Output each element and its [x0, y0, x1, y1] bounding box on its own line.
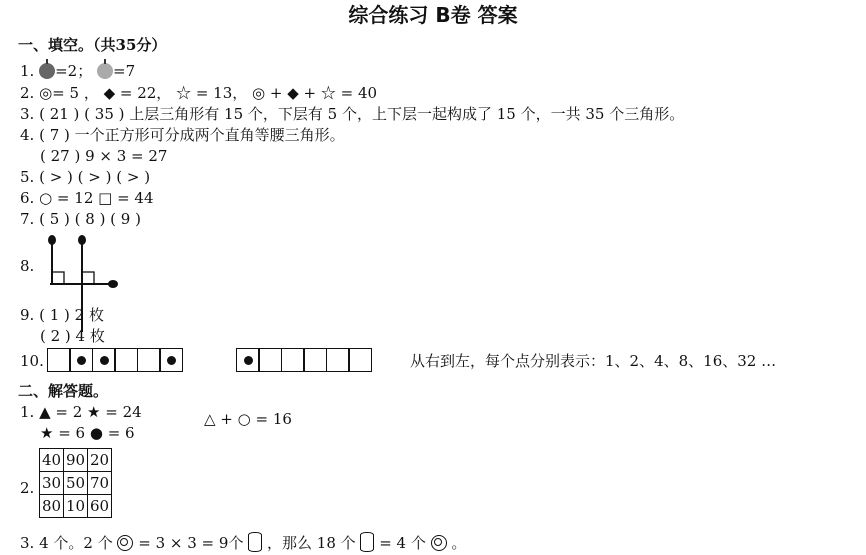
page-title: 综合练习 B卷 答案 — [348, 3, 518, 27]
dot-box — [92, 348, 116, 372]
grid-cell: 70 — [88, 472, 112, 495]
dot-box — [281, 348, 305, 372]
answer-1 — [20, 62, 135, 80]
grid-cell: 20 — [88, 449, 112, 472]
solve-1-result: △ + ○ = 16 — [204, 410, 292, 428]
dot-box — [236, 348, 260, 372]
dot-box — [47, 348, 71, 372]
dot-box — [348, 348, 372, 372]
dot-box — [137, 348, 161, 372]
cylinder-icon — [360, 532, 374, 552]
grid-cell: 40 — [40, 449, 64, 472]
answer-7: 7. ( 5 ) ( 8 ) ( 9 ) — [20, 210, 141, 228]
dot — [244, 356, 253, 365]
solve-1-line-1: 1. ▲ = 2 ★ = 24 — [20, 403, 142, 421]
section-fill-in-heading: 一、填空。（共35分） — [18, 36, 167, 54]
solve-1-line-2: ★ = 6 ● = 6 — [40, 424, 135, 442]
grid-row — [40, 472, 112, 495]
solve-3-part-3: ，那么 18 个 — [267, 534, 356, 552]
dot-box-row-2 — [237, 348, 372, 372]
answer-4b: ( 27 ) 9 × 3 = 27 — [40, 147, 168, 165]
answer-1-a: =2； — [55, 62, 93, 80]
solve-2-number: 2. — [20, 479, 35, 497]
answer-1-b: =7 — [113, 62, 136, 80]
dot — [77, 356, 86, 365]
grid-cell: 10 — [64, 495, 88, 518]
dot-box — [258, 348, 282, 372]
solve-3-part-5: 。 — [451, 534, 467, 552]
grid-cell: 60 — [88, 495, 112, 518]
answer-1-number: 1. — [20, 62, 35, 80]
dot-box — [159, 348, 183, 372]
dot — [167, 356, 176, 365]
double-circle-icon — [117, 535, 133, 551]
answer-8-number: 8. — [20, 257, 35, 275]
grid-cell: 90 — [64, 449, 88, 472]
magic-square-grid — [39, 448, 112, 518]
dot-box — [303, 348, 327, 372]
dot — [100, 356, 109, 365]
grid-row — [40, 495, 112, 518]
answer-5: 5. ( > ) ( > ) ( > ) — [20, 168, 151, 186]
grid-cell: 50 — [64, 472, 88, 495]
answer-9a: 9. ( 1 ) 2 枚 — [20, 306, 104, 324]
grid-cell: 30 — [40, 472, 64, 495]
answer-3: 3. ( 21 ) ( 35 ) 上层三角形有 15 个，下层有 5 个，上下层一起构成了 15 个，一共 35 个三角形。 — [20, 105, 685, 123]
dot-box — [326, 348, 350, 372]
grid-row — [40, 449, 112, 472]
solve-3-part-1: 3. 4 个。2 个 — [20, 534, 113, 552]
apple-dark-icon — [39, 63, 55, 79]
solve-3-part-4: = 4 个 — [379, 534, 426, 552]
answer-10-number: 10. — [20, 352, 44, 370]
answer-10-explanation: 从右到左，每个点分别表示：1、2、4、8、16、32 … — [410, 352, 777, 370]
apple-light-icon — [97, 63, 113, 79]
dot-box-row-1 — [48, 348, 183, 372]
dot-box — [69, 348, 93, 372]
grid-cell: 80 — [40, 495, 64, 518]
double-circle-icon — [431, 535, 447, 551]
answer-4a: 4. ( 7 ) 一个正方形可分成两个直角等腰三角形。 — [20, 126, 345, 144]
answer-6: 6. ○ = 12 □ = 44 — [20, 189, 154, 207]
answer-9b: ( 2 ) 4 枚 — [40, 327, 105, 345]
answer-2: 2. ◎= 5 ， ◆ = 22， ☆ = 13， ◎ + ◆ + ☆ = 40 — [20, 84, 378, 102]
cylinder-icon — [248, 532, 262, 552]
solve-3-part-2: = 3 × 3 = 9个 — [138, 534, 244, 552]
dot-box — [114, 348, 138, 372]
solve-3 — [20, 532, 466, 552]
section-solve-heading: 二、解答题。 — [18, 382, 109, 400]
